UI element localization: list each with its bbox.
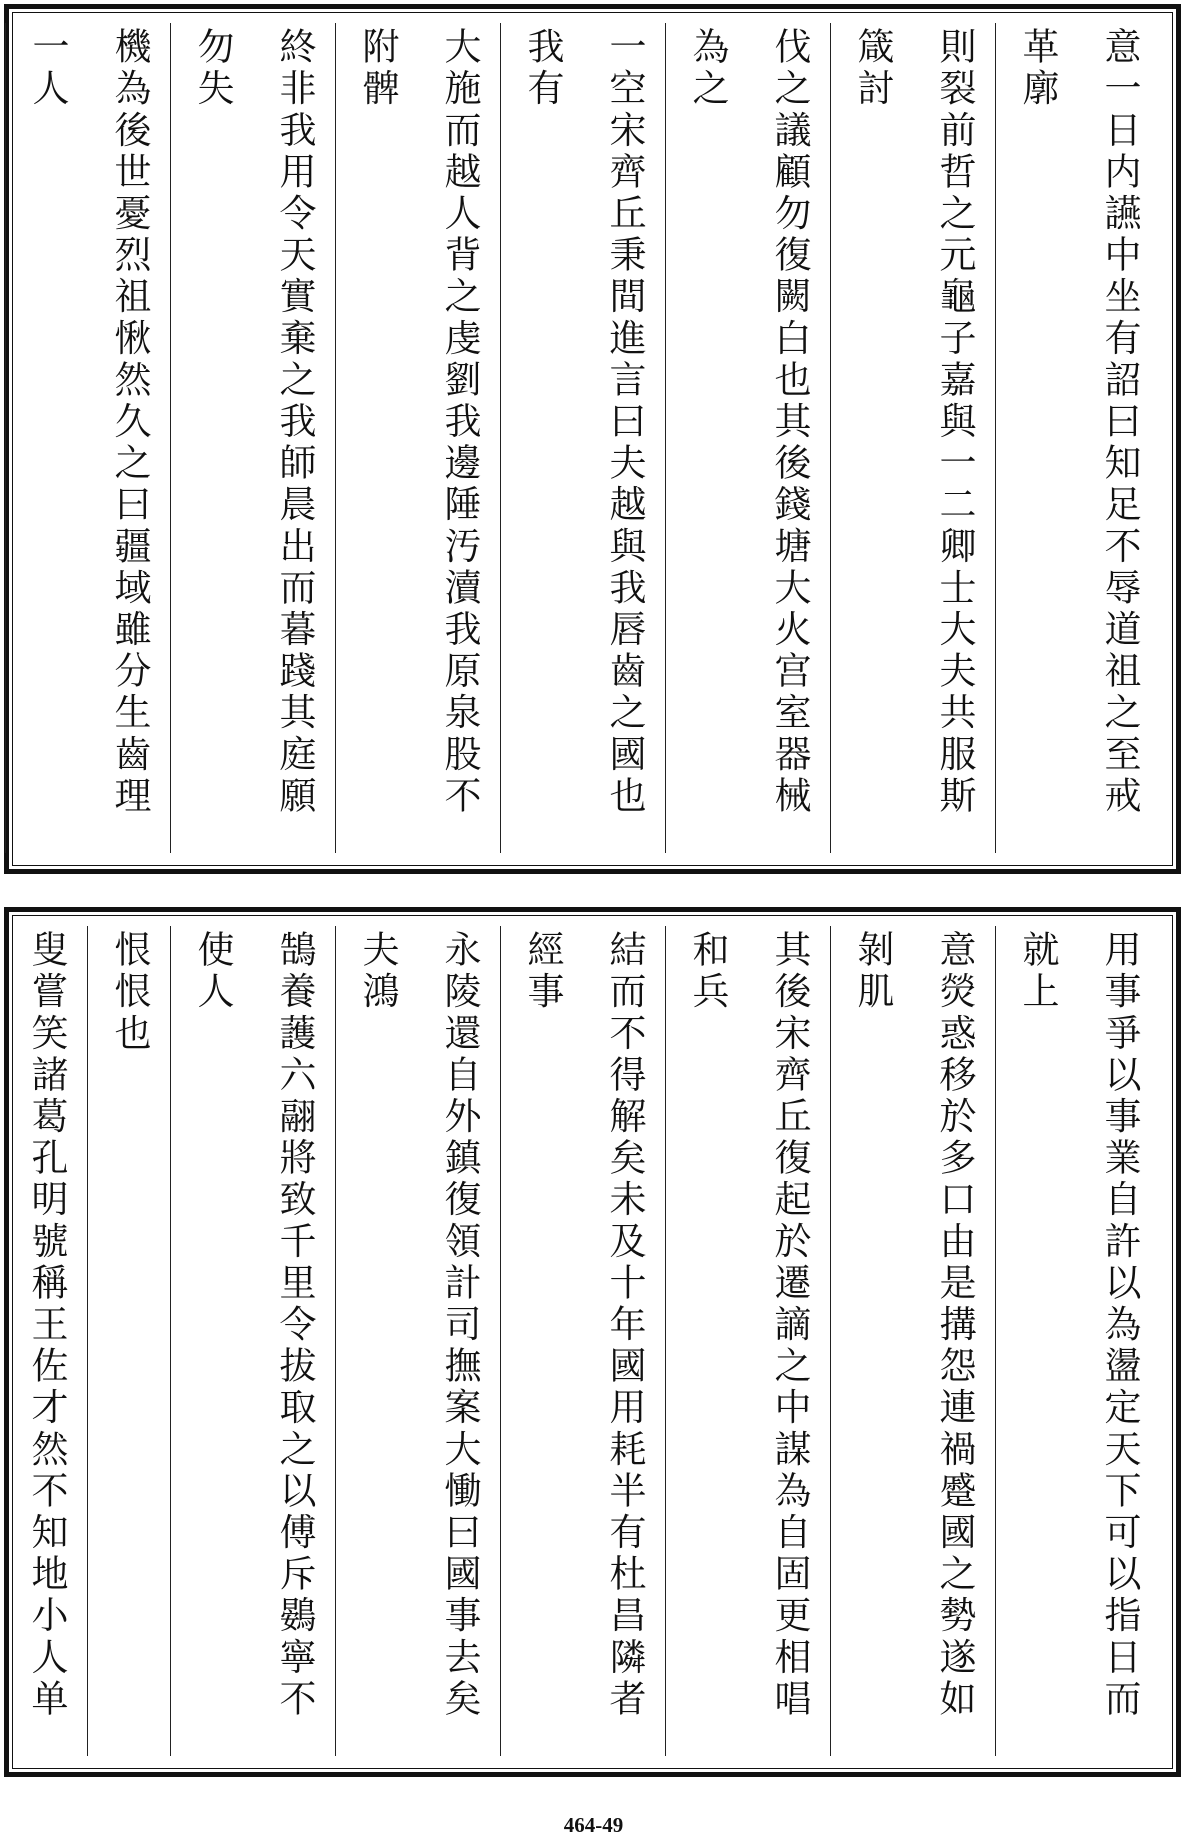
text-column: 意一日内讌中坐有詔曰知足不辱道祖之至戒革廓 [995,23,1160,853]
text-column: 伐之議顧勿復闕白也其後錢塘大火宫室器械為之 [665,23,830,853]
text-column: 鵠養䕶六翮將致千里令拔取之以傅斥鷃寧不使人 [170,926,335,1756]
text-column: 恨恨也 [87,926,170,1756]
text-column: 終非我用令天實棄之我師晨出而暮踐其庭願勿失 [170,23,335,853]
page-frame [4,4,1181,874]
text-column: 則裂前哲之元龜子嘉與一二卿士大夫共服斯箴討 [830,23,995,853]
text-columns [23,23,1160,853]
text-column: 叟嘗笑諸葛孔明號稱王佐才然不知地小人单 [0,926,87,1756]
bottom-page [0,903,1187,1783]
text-column: 其後宋齊丘復起於遷謫之中謀為自固更相唱和兵 [665,926,830,1756]
text-column: 一空宋齊丘秉間進言曰夫越與我唇齒之國也我有 [500,23,665,853]
text-column: 結而不得解矣未及十年國用耗半有杜昌隣者經事 [500,926,665,1756]
text-column: 用事爭以事業自許以為盪定天下可以指日而就上 [995,926,1160,1756]
text-column: 永陵還自外鎮復領計司撫案大慟曰國事去矣夫鴻 [335,926,500,1756]
page-frame [4,907,1181,1777]
text-column: 意熒惑移於多口由是搆怨連禍蹙國之勢遂如剝肌 [830,926,995,1756]
text-column: 機為後世憂烈祖愀然久之曰疆域雖分生齒理一人 [5,23,170,853]
page-number: 464-49 [563,1813,624,1837]
text-column: 大施而越人背之虔劉我邊陲汚瀆我原泉股不附髀 [335,23,500,853]
top-page [0,0,1187,880]
text-columns [23,926,1160,1756]
